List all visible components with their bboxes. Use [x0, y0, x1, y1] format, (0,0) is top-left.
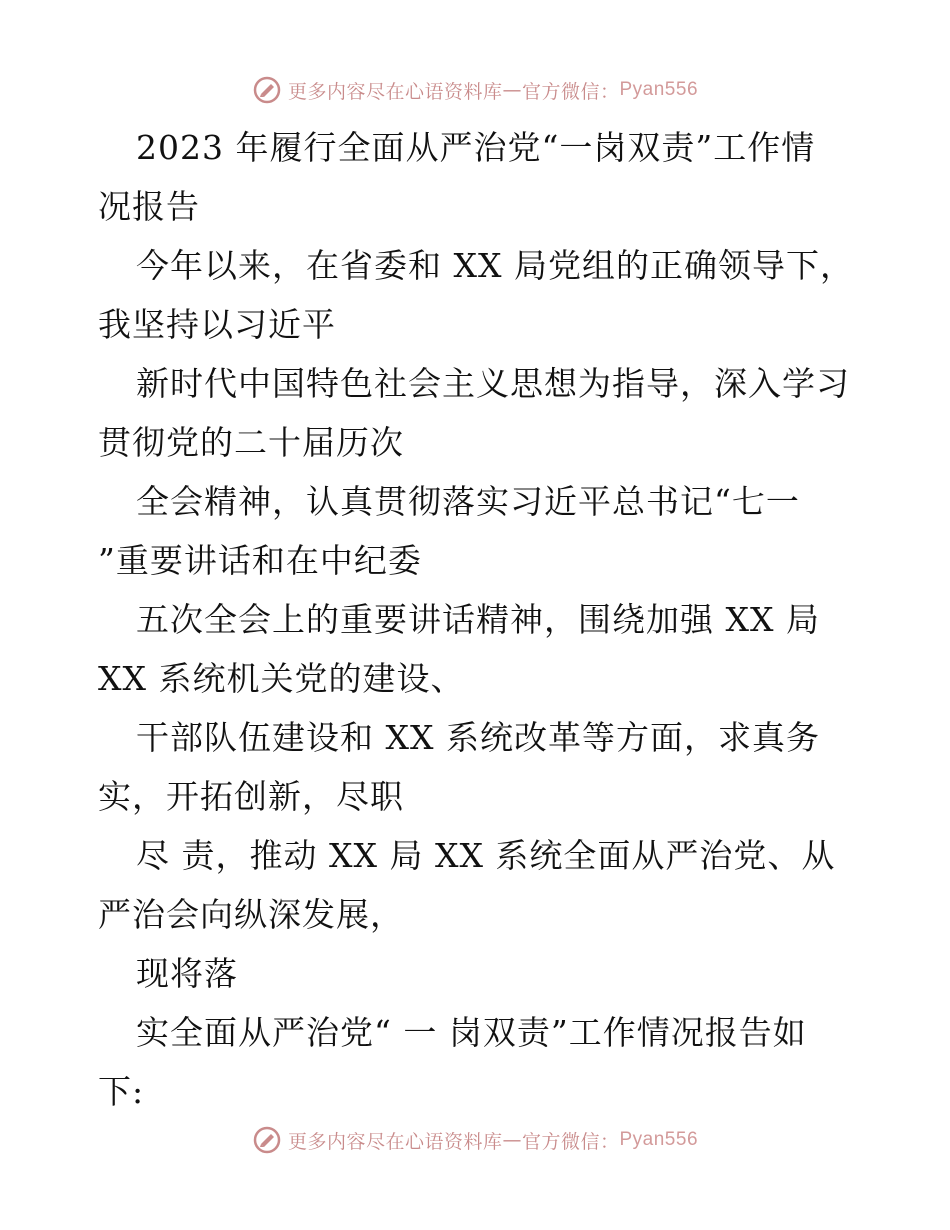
document-line: 新时代中国特色社会主义思想为指导，深入学习 — [136, 364, 850, 403]
watermark-text: 更多内容尽在心语资料库 — [287, 1130, 503, 1153]
watermark-logo-icon — [252, 75, 282, 105]
document-line: 况报告 — [98, 187, 200, 226]
document-line: 尽 责，推动 XX 局 XX 系统全面从严治党、从 — [136, 836, 836, 875]
watermark-id: Pyan556 — [619, 79, 699, 100]
document-line: 今年以来，在省委和 XX 局党组的正确领导下， — [136, 246, 854, 285]
watermark-dash: — — [502, 79, 522, 101]
document-line: 下: — [98, 1072, 145, 1111]
header-watermark — [0, 70, 950, 110]
document-line: 五次全会上的重要讲话精神，围绕加强 XX 局 — [136, 600, 820, 639]
footer-watermark — [0, 1120, 950, 1160]
document-body — [98, 118, 858, 1121]
watermark-logo-icon — [252, 1125, 282, 1155]
document-line: 2023 年履行全面从严治党“一岗双责”工作情 — [136, 128, 816, 167]
document-line: 全会精神，认真贯彻落实习近平总书记“七一 — [136, 482, 800, 521]
watermark-dash: — — [502, 1129, 522, 1151]
document-line: 现将落 — [136, 954, 238, 993]
watermark-label: 官方微信： — [521, 1130, 620, 1153]
document-line: 干部队伍建设和 XX 系统改革等方面，求真务 — [136, 718, 820, 757]
watermark-id: Pyan556 — [619, 1129, 699, 1150]
watermark-label: 官方微信： — [521, 80, 620, 103]
document-line: 实全面从严治党“ 一 岗双责”工作情况报告如 — [136, 1013, 807, 1052]
document-line: 严治会向纵深发展， — [98, 895, 404, 934]
document-line: 实，开拓创新，尽职 — [98, 777, 404, 816]
document-line: 我坚持以习近平 — [98, 305, 336, 344]
document-line: XX 系统机关党的建设、 — [98, 659, 465, 698]
document-line: 贯彻党的二十届历次 — [98, 423, 404, 462]
watermark-text: 更多内容尽在心语资料库 — [287, 80, 503, 103]
document-line: ”重要讲话和在中纪委 — [98, 541, 422, 580]
